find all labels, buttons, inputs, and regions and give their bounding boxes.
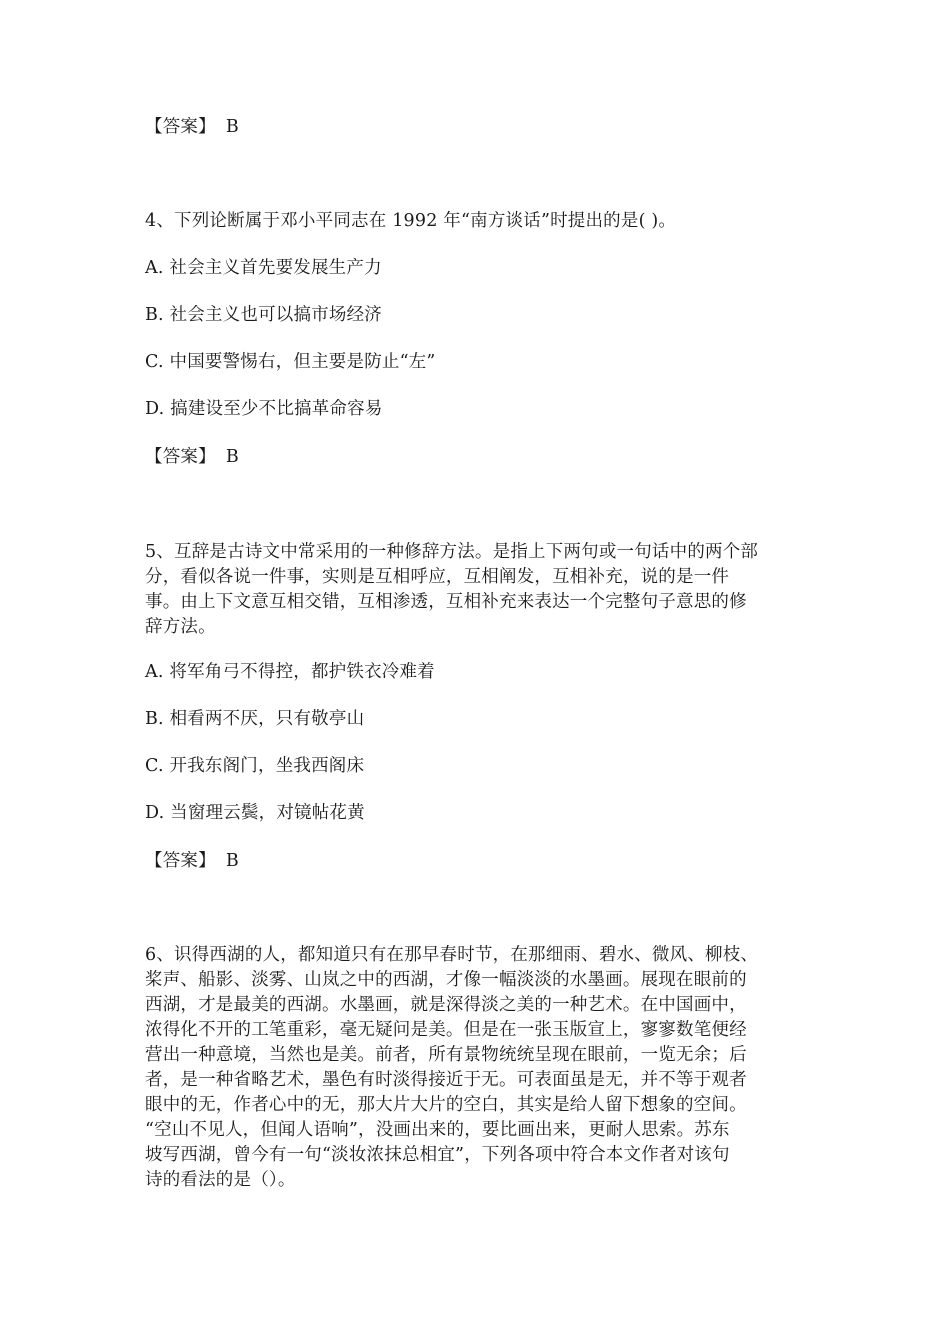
option-b: B. 社会主义也可以搞市场经济 <box>145 305 382 325</box>
answer-label: 【答案】 <box>145 447 216 467</box>
option-d: D. 当窗理云鬓，对镜帖花黄 <box>145 803 365 823</box>
question-stem-line: 西湖，才是最美的西湖。水墨画，就是深得淡之美的一种艺术。在中国画中， <box>145 995 747 1015</box>
answer-value: B <box>225 851 239 871</box>
question-stem-line: 辞方法。 <box>145 617 216 637</box>
option-c: C. 开我东阁门，坐我西阁床 <box>145 756 365 776</box>
answer-line <box>145 115 239 139</box>
question-stem-line: 坡写西湖，曾今有一句“淡妆浓抹总相宜”，下列各项中符合本文作者对该句 <box>145 1145 730 1165</box>
question-stem-line: 6、识得西湖的人，都知道只有在那早春时节，在那细雨、碧水、微风、柳枝、 <box>145 945 759 965</box>
question-stem-line: 桨声、船影、淡雾、山岚之中的西湖，才像一幅淡淡的水墨画。展现在眼前的 <box>145 970 747 990</box>
option-d: D. 搞建设至少不比搞革命容易 <box>145 399 383 419</box>
question-stem-line: 诗的看法的是（）。 <box>145 1170 296 1190</box>
answer-value: B <box>225 447 239 467</box>
answer-line <box>145 849 239 873</box>
question-stem-line: 事。由上下文意互相交错，互相渗透，互相补充来表达一个完整句子意思的修 <box>145 592 747 612</box>
question-stem-line: 分，看似各说一件事，实则是互相呼应，互相阐发，互相补充，说的是一件 <box>145 567 730 587</box>
question-stem-line: 营出一种意境，当然也是美。前者，所有景物统统呈现在眼前，一览无余；后 <box>145 1045 747 1065</box>
option-b: B. 相看两不厌，只有敬亭山 <box>145 709 365 729</box>
question-stem-line: “空山不见人，但闻人语响”，没画出来的，要比画出来，更耐人思索。苏东 <box>145 1120 730 1140</box>
answer-line <box>145 445 239 469</box>
option-a: A. 社会主义首先要发展生产力 <box>145 258 382 278</box>
answer-value: B <box>225 117 239 137</box>
answer-label: 【答案】 <box>145 117 216 137</box>
option-c: C. 中国要警惕右，但主要是防止“左” <box>145 352 436 372</box>
question-stem-line: 浓得化不开的工笔重彩，毫无疑问是美。但是在一张玉版宣上，寥寥数笔便经 <box>145 1020 747 1040</box>
question-stem-line: 5、互辞是古诗文中常采用的一种修辞方法。是指上下两句或一句话中的两个部 <box>145 542 759 562</box>
option-a: A. 将军角弓不得控，都护铁衣冷难着 <box>145 662 435 682</box>
question-stem-line: 眼中的无，作者心中的无，那大片大片的空白，其实是给人留下想象的空间。 <box>145 1095 747 1115</box>
question-stem-line: 者，是一种省略艺术，墨色有时淡得接近于无。可表面虽是无，并不等于观者 <box>145 1070 747 1090</box>
answer-label: 【答案】 <box>145 851 216 871</box>
question-stem: 4、下列论断属于邓小平同志在 1992 年“南方谈话”时提出的是( )。 <box>145 211 677 231</box>
